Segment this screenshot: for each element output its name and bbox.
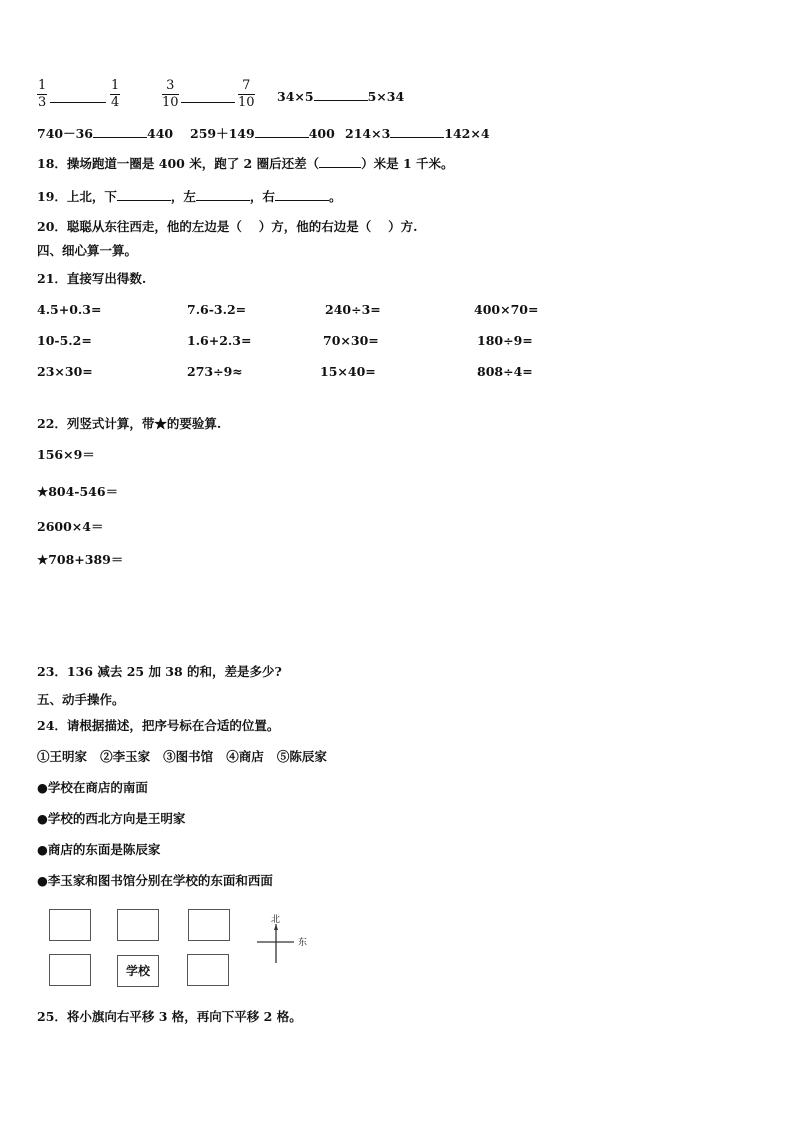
fraction [238, 78, 255, 111]
question-24-title: 24．请根据描述，把序号标在合适的位置。 [37, 718, 280, 733]
vertical-calc-item: ★804-546＝ [37, 484, 119, 499]
option: ②李玉家 [100, 749, 151, 764]
answer-blank[interactable] [93, 125, 147, 138]
answer-blank[interactable] [196, 188, 250, 201]
text: 。 [328, 189, 342, 204]
clue: ●李玉家和图书馆分别在学校的东面和西面 [37, 873, 273, 888]
numerator: 3 [162, 78, 179, 95]
expr: 34×5 [277, 89, 314, 104]
question-19 [37, 188, 341, 205]
expr: 214×3 [345, 126, 391, 141]
map-box[interactable] [49, 954, 91, 986]
north-label: 北 [271, 915, 281, 925]
option-list [37, 749, 327, 765]
compare-item [277, 88, 404, 105]
map-box[interactable] [188, 909, 230, 941]
vertical-calc-item: 2600×4＝ [37, 519, 104, 534]
calc-item: 1.6+2.3= [187, 333, 252, 348]
map-box[interactable] [187, 954, 229, 986]
option: ⑤陈辰家 [276, 749, 327, 764]
question-18 [37, 155, 454, 172]
section-4-heading: 四、细心算一算。 [37, 243, 138, 258]
clue: ●学校在商店的南面 [37, 780, 148, 795]
question-22-title: 22．列竖式计算，带★的要验算. [37, 416, 222, 431]
expr: 440 [147, 126, 174, 141]
school-label: 学校 [125, 964, 150, 978]
expr: 142×4 [444, 126, 490, 141]
answer-blank[interactable] [319, 155, 361, 168]
calc-item: 15×40= [320, 364, 376, 379]
text: ，左 [170, 189, 196, 204]
question-23: 23．136 减去 25 加 38 的和，差是多少? [37, 664, 282, 679]
numerator: 7 [238, 78, 255, 95]
answer-blank[interactable] [50, 90, 106, 107]
fraction [162, 78, 179, 111]
denominator: 3 [38, 95, 47, 110]
denominator: 10 [238, 95, 255, 110]
vertical-calc-item: 156×9＝ [37, 447, 95, 462]
expr: 400 [308, 126, 335, 141]
answer-blank[interactable] [390, 125, 444, 138]
compare-item [345, 125, 490, 142]
calc-item: 808÷4= [477, 364, 533, 379]
clue: ●商店的东面是陈辰家 [37, 842, 161, 857]
denominator: 4 [111, 95, 120, 110]
option: ④商店 [226, 749, 264, 764]
option: ①王明家 [37, 749, 88, 764]
answer-blank[interactable] [314, 88, 368, 101]
calc-item: 10-5.2= [37, 333, 92, 348]
calc-item: 70×30= [323, 333, 379, 348]
option: ③图书馆 [163, 749, 214, 764]
answer-blank[interactable] [255, 125, 309, 138]
text: 19．上北，下 [37, 189, 117, 204]
question-25: 25．将小旗向右平移 3 格，再向下平移 2 格。 [37, 1009, 302, 1024]
denominator: 10 [162, 95, 179, 110]
calc-item: 240÷3= [325, 302, 381, 317]
question-20: 20．聪聪从东往西走，他的左边是（ ）方，他的右边是（ ）方. [37, 219, 418, 234]
text: ，右 [249, 189, 275, 204]
clue: ●学校的西北方向是王明家 [37, 811, 186, 826]
fraction [37, 78, 47, 111]
calc-item: 273÷9≈ [187, 364, 243, 379]
text: ）米是 1 千米。 [361, 156, 454, 171]
east-label: 东 [298, 938, 308, 948]
expr: 5×34 [367, 89, 405, 104]
calc-item: 7.6-3.2= [187, 302, 247, 317]
compare-item [37, 125, 173, 142]
question-21-title: 21．直接写出得数. [37, 271, 147, 286]
school-box [117, 955, 159, 987]
answer-blank[interactable] [117, 188, 171, 201]
calc-item: 23×30= [37, 364, 93, 379]
expr: 259＋149 [190, 126, 255, 141]
map-box[interactable] [117, 909, 159, 941]
section-5-heading: 五、动手操作。 [37, 692, 125, 707]
numerator: 1 [111, 78, 120, 93]
expr: 740－36 [37, 126, 93, 141]
compare-item [190, 125, 335, 142]
answer-blank[interactable] [181, 90, 235, 107]
calc-item: 180÷9= [477, 333, 533, 348]
calc-item: 400×70= [474, 302, 539, 317]
answer-blank[interactable] [275, 188, 329, 201]
vertical-calc-item: ★708+389＝ [37, 552, 124, 567]
numerator: 1 [38, 78, 47, 93]
map-box[interactable] [49, 909, 91, 941]
calc-item: 4.5+0.3= [37, 302, 102, 317]
fraction [110, 78, 120, 111]
text: 18．操场跑道一圈是 400 米，跑了 2 圈后还差（ [37, 156, 320, 171]
